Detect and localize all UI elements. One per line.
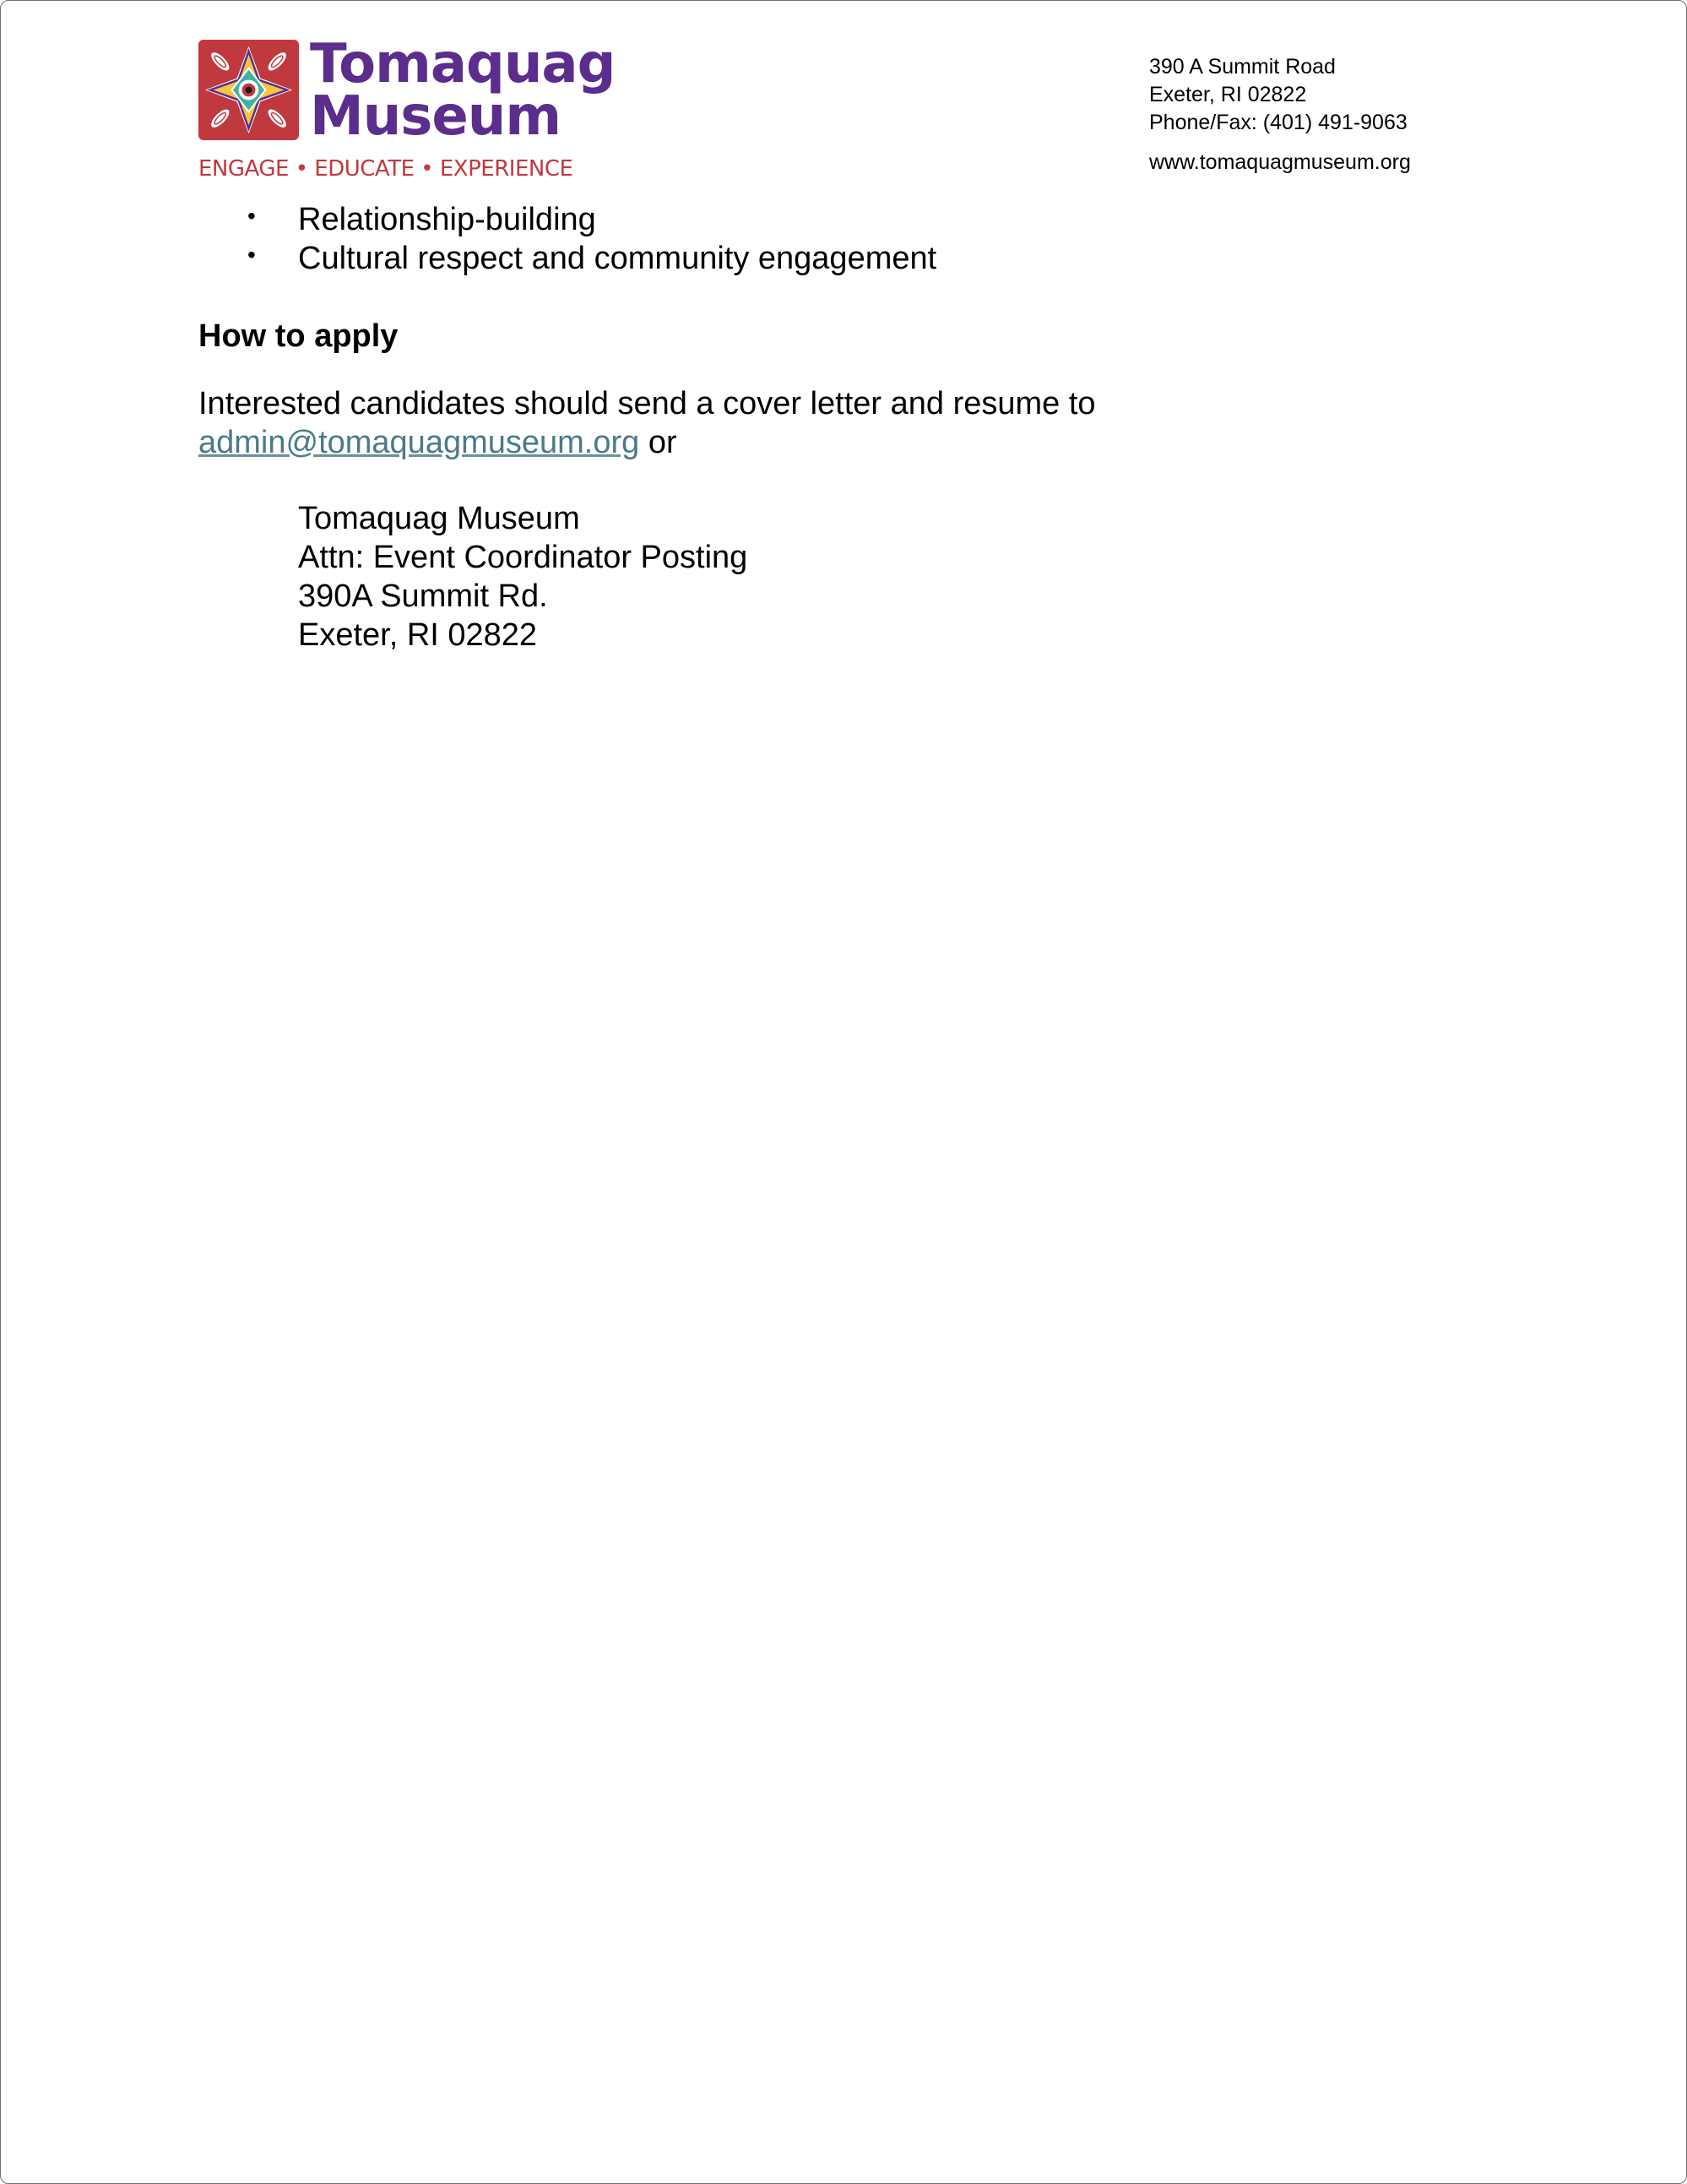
museum-name: [310, 33, 616, 148]
museum-name-line2: Museum: [310, 85, 561, 148]
email-link[interactable]: admin@tomaquagmuseum.org: [198, 425, 640, 460]
museum-logo: [198, 33, 616, 182]
how-to-apply-heading: How to apply: [198, 318, 399, 354]
contact-block: [1149, 53, 1411, 177]
list-item: [198, 239, 936, 278]
bullet-icon: •: [247, 203, 256, 229]
address-line: 390A Summit Rd.: [298, 579, 548, 614]
contact-website: www.tomaquagmuseum.org: [1149, 150, 1411, 174]
address-line: Tomaquag Museum: [298, 501, 580, 536]
museum-tagline: ENGAGE • EDUCATE • EXPERIENCE: [198, 156, 573, 182]
contact-street: 390 A Summit Road: [1149, 55, 1336, 79]
list-item: [198, 200, 936, 239]
list-item-text: Cultural respect and community engagement: [298, 241, 937, 276]
museum-name-line1: Tomaquag: [310, 33, 616, 95]
bullet-icon: •: [247, 242, 256, 268]
museum-emblem-icon: [198, 40, 299, 140]
apply-instructions-line1: Interested candidates should send a cover letter and resume to: [198, 386, 1096, 421]
contact-city: Exeter, RI 02822: [1149, 83, 1307, 106]
apply-instructions-suffix: or: [639, 425, 677, 460]
contact-phone-fax: Phone/Fax: (401) 491-9063: [1149, 111, 1408, 134]
apply-instructions: [198, 384, 1096, 462]
qualifications-list: [198, 200, 936, 278]
address-line: Exeter, RI 02822: [298, 617, 538, 653]
list-item-text: Relationship-building: [298, 202, 596, 237]
mailing-address: [298, 499, 747, 655]
apply-instructions-line2: [198, 423, 1096, 462]
address-line: Attn: Event Coordinator Posting: [298, 540, 748, 575]
